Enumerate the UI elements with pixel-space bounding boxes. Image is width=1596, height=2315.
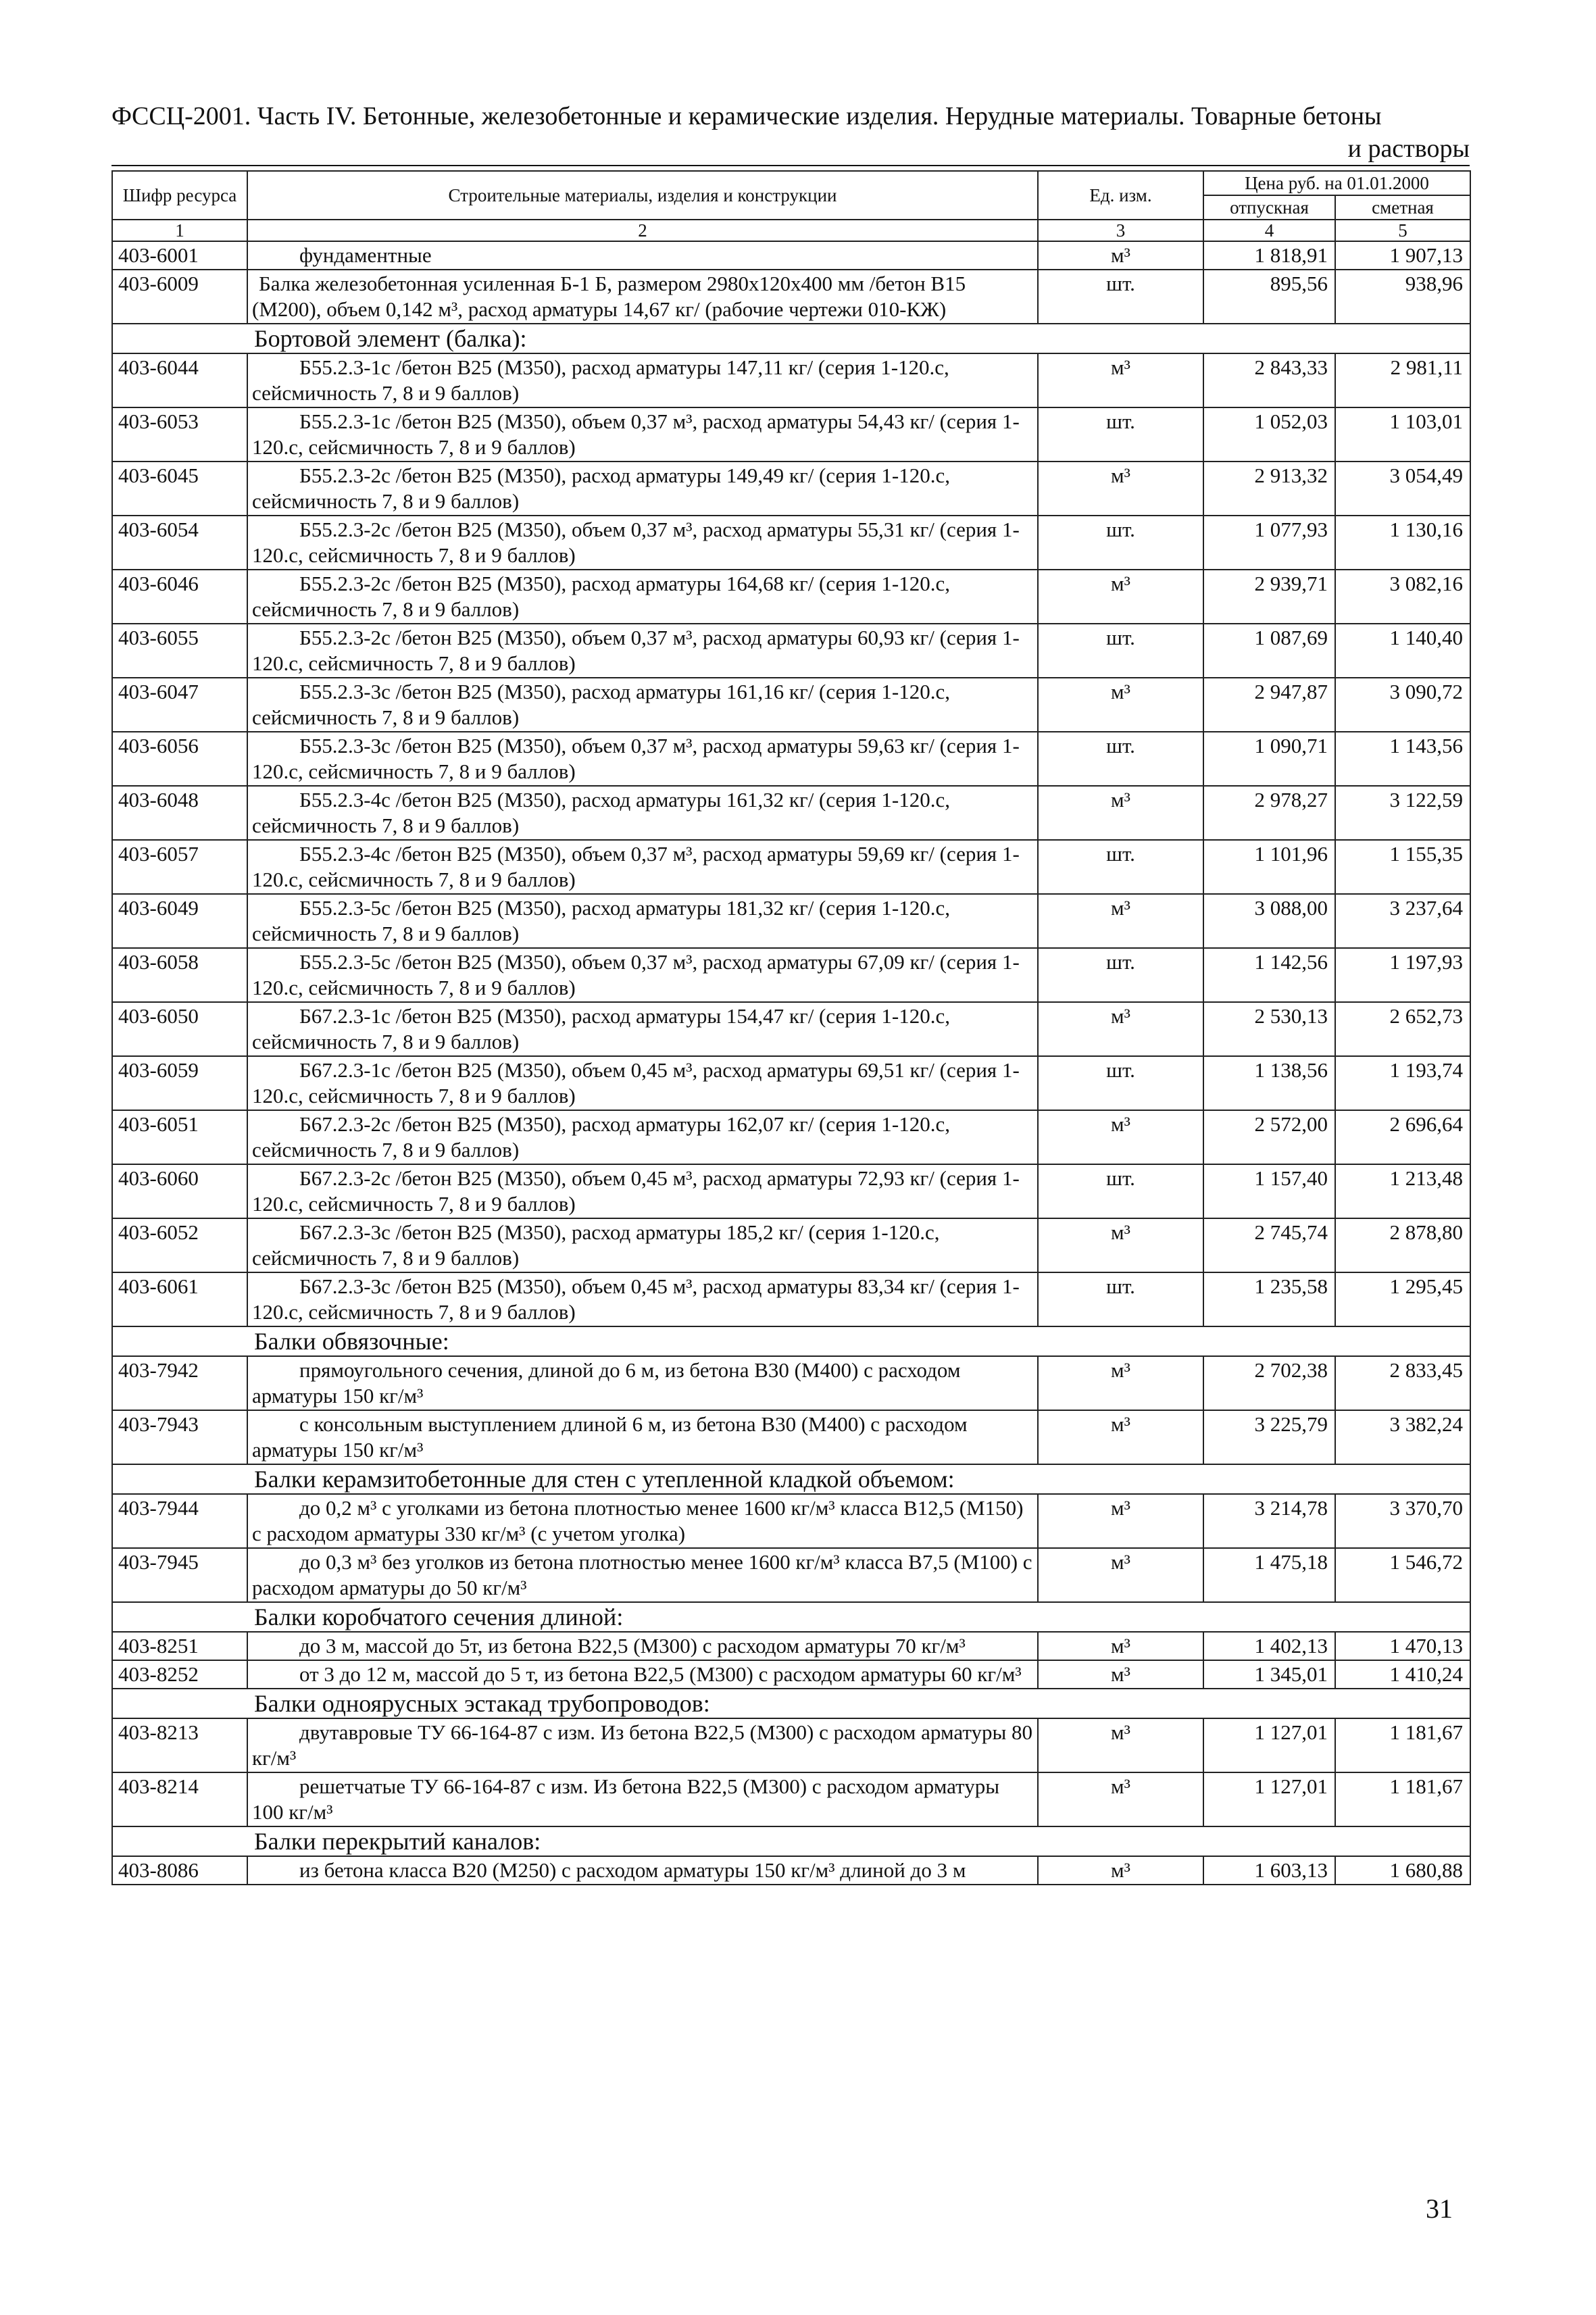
unit-of-measure: шт. [1038,840,1203,894]
unit-of-measure: м³ [1038,1410,1203,1464]
release-price: 1 402,13 [1203,1632,1335,1660]
resource-code: 403-8213 [112,1718,247,1772]
estimate-price: 2 696,64 [1335,1110,1470,1164]
unit-of-measure: м³ [1038,241,1203,270]
section-code-cell [112,324,247,353]
material-description: Б55.2.3-5с /бетон В25 (М350), объем 0,37 м³, расход арматуры 67,09 кг/ (серия 1-120.с, сейсмичность 7, 8 и 9 баллов) [247,948,1038,1002]
estimate-price: 1 181,67 [1335,1772,1470,1826]
page-header [111,100,1470,165]
table-row [112,1002,1470,1056]
unit-of-measure: м³ [1038,1494,1203,1548]
estimate-price: 1 103,01 [1335,407,1470,462]
estimate-price: 938,96 [1335,270,1470,324]
material-description: Б55.2.3-2с /бетон В25 (М350), объем 0,37 м³, расход арматуры 55,31 кг/ (серия 1-120.с, сейсмичность 7, 8 и 9 баллов) [247,516,1038,570]
resource-code: 403-6001 [112,241,247,270]
section-row [112,1464,1470,1494]
resource-code: 403-6051 [112,1110,247,1164]
estimate-price: 1 197,93 [1335,948,1470,1002]
column-number: 2 [247,220,1038,241]
estimate-price: 3 090,72 [1335,678,1470,732]
release-price: 1 090,71 [1203,732,1335,786]
section-row [112,1689,1470,1718]
column-number: 3 [1038,220,1203,241]
header-name: Строительные материалы, изделия и конструкции [247,171,1038,220]
estimate-price: 3 237,64 [1335,894,1470,948]
material-description: от 3 до 12 м, массой до 5 т, из бетона В22,5 (М300) с расходом арматуры 60 кг/м³ [247,1660,1038,1689]
header-estimate-price: сметная [1335,195,1470,220]
table-row [112,786,1470,840]
resource-code: 403-6053 [112,407,247,462]
section-end-cell [1335,1689,1470,1718]
estimate-price: 1 181,67 [1335,1718,1470,1772]
table-row [112,894,1470,948]
table-row [112,1632,1470,1660]
unit-of-measure: шт. [1038,1056,1203,1110]
resource-code: 403-6061 [112,1272,247,1326]
resource-code: 403-6049 [112,894,247,948]
release-price: 1 603,13 [1203,1856,1335,1885]
table-row [112,1218,1470,1272]
price-table [111,170,1471,1885]
unit-of-measure: шт. [1038,732,1203,786]
table-row [112,1718,1470,1772]
resource-code: 403-6046 [112,570,247,624]
unit-of-measure: шт. [1038,1164,1203,1218]
table-row [112,1548,1470,1602]
unit-of-measure: м³ [1038,1218,1203,1272]
table-row [112,1660,1470,1689]
release-price: 1 077,93 [1203,516,1335,570]
section-end-cell [1335,1326,1470,1356]
header-release-price: отпускная [1203,195,1335,220]
resource-code: 403-6044 [112,353,247,407]
estimate-price: 2 652,73 [1335,1002,1470,1056]
release-price: 1 142,56 [1203,948,1335,1002]
material-description: Б55.2.3-1с /бетон В25 (М350), объем 0,37 м³, расход арматуры 54,43 кг/ (серия 1-120.с, сейсмичность 7, 8 и 9 баллов) [247,407,1038,462]
section-title: Балки коробчатого сечения длиной: [247,1602,1335,1632]
material-description: Б55.2.3-5с /бетон В25 (М350), расход арматуры 181,32 кг/ (серия 1-120.с, сейсмичность 7, 8 и 9 баллов) [247,894,1038,948]
column-number: 4 [1203,220,1335,241]
section-code-cell [112,1326,247,1356]
release-price: 2 843,33 [1203,353,1335,407]
estimate-price: 2 878,80 [1335,1218,1470,1272]
estimate-price: 1 143,56 [1335,732,1470,786]
release-price: 1 127,01 [1203,1718,1335,1772]
unit-of-measure: шт. [1038,1272,1203,1326]
unit-of-measure: м³ [1038,1356,1203,1410]
table-row [112,678,1470,732]
material-description: Б55.2.3-3с /бетон В25 (М350), расход арматуры 161,16 кг/ (серия 1-120.с, сейсмичность 7, 8 и 9 баллов) [247,678,1038,732]
material-description: из бетона класса В20 (М250) с расходом арматуры 150 кг/м³ длиной до 3 м [247,1856,1038,1885]
header-price: Цена руб. на 01.01.2000 [1203,171,1470,195]
section-title: Балки одноярусных эстакад трубопроводов: [247,1689,1335,1718]
column-number: 5 [1335,220,1470,241]
section-end-cell [1335,1464,1470,1494]
table-row [112,840,1470,894]
resource-code: 403-6045 [112,462,247,516]
table-row [112,1056,1470,1110]
release-price: 895,56 [1203,270,1335,324]
estimate-price: 3 082,16 [1335,570,1470,624]
resource-code: 403-6009 [112,270,247,324]
estimate-price: 2 833,45 [1335,1356,1470,1410]
header-code: Шифр ресурса [112,171,247,220]
material-description: фундаментные [247,241,1038,270]
estimate-price: 1 470,13 [1335,1632,1470,1660]
unit-of-measure: м³ [1038,1856,1203,1885]
release-price: 2 530,13 [1203,1002,1335,1056]
section-code-cell [112,1826,247,1856]
unit-of-measure: шт. [1038,948,1203,1002]
release-price: 2 978,27 [1203,786,1335,840]
unit-of-measure: шт. [1038,624,1203,678]
unit-of-measure: м³ [1038,1632,1203,1660]
resource-code: 403-6059 [112,1056,247,1110]
unit-of-measure: м³ [1038,786,1203,840]
material-description: Б55.2.3-3с /бетон В25 (М350), объем 0,37 м³, расход арматуры 59,63 кг/ (серия 1-120.с, сейсмичность 7, 8 и 9 баллов) [247,732,1038,786]
release-price: 1 138,56 [1203,1056,1335,1110]
unit-of-measure: м³ [1038,1718,1203,1772]
resource-code: 403-8214 [112,1772,247,1826]
material-description: Б55.2.3-1с /бетон В25 (М350), расход арматуры 147,11 кг/ (серия 1-120.с, сейсмичность 7, 8 и 9 баллов) [247,353,1038,407]
unit-of-measure: м³ [1038,1548,1203,1602]
unit-of-measure: м³ [1038,678,1203,732]
release-price: 2 947,87 [1203,678,1335,732]
section-row [112,1826,1470,1856]
material-description: с консольным выступлением длиной 6 м, из бетона В30 (М400) с расходом арматуры 150 кг/м³ [247,1410,1038,1464]
table-row [112,1356,1470,1410]
release-price: 1 101,96 [1203,840,1335,894]
release-price: 1 157,40 [1203,1164,1335,1218]
table-row [112,1272,1470,1326]
resource-code: 403-6060 [112,1164,247,1218]
resource-code: 403-7942 [112,1356,247,1410]
unit-of-measure: м³ [1038,570,1203,624]
table-row [112,241,1470,270]
estimate-price: 3 382,24 [1335,1410,1470,1464]
release-price: 1 235,58 [1203,1272,1335,1326]
material-description: до 0,2 м³ с уголками из бетона плотностью менее 1600 кг/м³ класса В12,5 (М150) с расходом арматуры 330 кг/м³ (с учетом уголка) [247,1494,1038,1548]
table-row [112,1494,1470,1548]
resource-code: 403-7944 [112,1494,247,1548]
resource-code: 403-8252 [112,1660,247,1689]
unit-of-measure: м³ [1038,1660,1203,1689]
section-title: Балки перекрытий каналов: [247,1826,1335,1856]
release-price: 3 214,78 [1203,1494,1335,1548]
material-description: до 3 м, массой до 5т, из бетона В22,5 (М300) с расходом арматуры 70 кг/м³ [247,1632,1038,1660]
table-row [112,353,1470,407]
unit-of-measure: м³ [1038,1110,1203,1164]
material-description: Балка железобетонная усиленная Б-1 Б, размером 2980x120x400 мм /бетон В15 (М200), объем 0,142 м³, расход арматуры 14,67 кг/ (рабочие чертежи 010-КЖ) [247,270,1038,324]
section-code-cell [112,1464,247,1494]
material-description: Б67.2.3-3с /бетон В25 (М350), объем 0,45 м³, расход арматуры 83,34 кг/ (серия 1-120.с, сейсмичность 7, 8 и 9 баллов) [247,1272,1038,1326]
unit-of-measure: м³ [1038,894,1203,948]
release-price: 1 818,91 [1203,241,1335,270]
section-end-cell [1335,324,1470,353]
header-rule [111,165,1470,166]
section-title: Балки керамзитобетонные для стен с утепленной кладкой объемом: [247,1464,1335,1494]
table-row [112,948,1470,1002]
estimate-price: 1 130,16 [1335,516,1470,570]
section-row [112,1602,1470,1632]
material-description: Б67.2.3-1с /бетон В25 (М350), расход арматуры 154,47 кг/ (серия 1-120.с, сейсмичность 7, 8 и 9 баллов) [247,1002,1038,1056]
section-end-cell [1335,1826,1470,1856]
release-price: 1 345,01 [1203,1660,1335,1689]
table-row [112,516,1470,570]
estimate-price: 2 981,11 [1335,353,1470,407]
header-unit: Ед. изм. [1038,171,1203,220]
release-price: 1 087,69 [1203,624,1335,678]
table-row [112,462,1470,516]
table-row [112,407,1470,462]
release-price: 3 225,79 [1203,1410,1335,1464]
column-number: 1 [112,220,247,241]
unit-of-measure: м³ [1038,1772,1203,1826]
release-price: 1 052,03 [1203,407,1335,462]
material-description: двутавровые ТУ 66-164-87 с изм. Из бетона В22,5 (М300) с расходом арматуры 80 кг/м³ [247,1718,1038,1772]
resource-code: 403-6058 [112,948,247,1002]
resource-code: 403-6054 [112,516,247,570]
material-description: Б67.2.3-1с /бетон В25 (М350), объем 0,45 м³, расход арматуры 69,51 кг/ (серия 1-120.с, сейсмичность 7, 8 и 9 баллов) [247,1056,1038,1110]
unit-of-measure: шт. [1038,516,1203,570]
material-description: прямоугольного сечения, длиной до 6 м, из бетона В30 (М400) с расходом арматуры 150 кг/м³ [247,1356,1038,1410]
material-description: Б55.2.3-4с /бетон В25 (М350), объем 0,37 м³, расход арматуры 59,69 кг/ (серия 1-120.с, сейсмичность 7, 8 и 9 баллов) [247,840,1038,894]
release-price: 2 572,00 [1203,1110,1335,1164]
estimate-price: 1 155,35 [1335,840,1470,894]
estimate-price: 1 410,24 [1335,1660,1470,1689]
material-description: Б55.2.3-2с /бетон В25 (М350), объем 0,37 м³, расход арматуры 60,93 кг/ (серия 1-120.с, сейсмичность 7, 8 и 9 баллов) [247,624,1038,678]
page-number: 31 [1426,2193,1453,2224]
material-description: Б55.2.3-2с /бетон В25 (М350), расход арматуры 149,49 кг/ (серия 1-120.с, сейсмичность 7, 8 и 9 баллов) [247,462,1038,516]
estimate-price: 1 680,88 [1335,1856,1470,1885]
estimate-price: 3 370,70 [1335,1494,1470,1548]
resource-code: 403-6056 [112,732,247,786]
material-description: до 0,3 м³ без уголков из бетона плотностью менее 1600 кг/м³ класса В7,5 (М100) с расходом арматуры до 50 кг/м³ [247,1548,1038,1602]
material-description: Б67.2.3-2с /бетон В25 (М350), расход арматуры 162,07 кг/ (серия 1-120.с, сейсмичность 7, 8 и 9 баллов) [247,1110,1038,1164]
release-price: 3 088,00 [1203,894,1335,948]
section-end-cell [1335,1602,1470,1632]
unit-of-measure: шт. [1038,270,1203,324]
material-description: решетчатые ТУ 66-164-87 с изм. Из бетона В22,5 (М300) с расходом арматуры 100 кг/м³ [247,1772,1038,1826]
table-row [112,1110,1470,1164]
resource-code: 403-7943 [112,1410,247,1464]
section-row [112,324,1470,353]
release-price: 2 939,71 [1203,570,1335,624]
resource-code: 403-6050 [112,1002,247,1056]
section-title: Балки обвязочные: [247,1326,1335,1356]
resource-code: 403-6057 [112,840,247,894]
resource-code: 403-6048 [112,786,247,840]
release-price: 2 745,74 [1203,1218,1335,1272]
release-price: 1 127,01 [1203,1772,1335,1826]
material-description: Б67.2.3-3с /бетон В25 (М350), расход арматуры 185,2 кг/ (серия 1-120.с, сейсмичность 7, 8 и 9 баллов) [247,1218,1038,1272]
header-line-1: ФССЦ-2001. Часть IV. Бетонные, железобетонные и керамические изделия. Нерудные материалы. Товарные бетоны [111,102,1382,130]
resource-code: 403-7945 [112,1548,247,1602]
release-price: 1 475,18 [1203,1548,1335,1602]
estimate-price: 1 907,13 [1335,241,1470,270]
resource-code: 403-6047 [112,678,247,732]
section-code-cell [112,1602,247,1632]
resource-code: 403-6052 [112,1218,247,1272]
estimate-price: 1 295,45 [1335,1272,1470,1326]
section-title: Бортовой элемент (балка): [247,324,1335,353]
table-row [112,1410,1470,1464]
unit-of-measure: м³ [1038,353,1203,407]
release-price: 2 702,38 [1203,1356,1335,1410]
estimate-price: 1 193,74 [1335,1056,1470,1110]
table-row [112,270,1470,324]
header-line-2: и растворы [1347,134,1470,163]
estimate-price: 1 140,40 [1335,624,1470,678]
table-row [112,732,1470,786]
table-row [112,570,1470,624]
table-row [112,624,1470,678]
unit-of-measure: м³ [1038,462,1203,516]
resource-code: 403-8086 [112,1856,247,1885]
estimate-price: 3 122,59 [1335,786,1470,840]
unit-of-measure: шт. [1038,407,1203,462]
table-row [112,1772,1470,1826]
estimate-price: 1 546,72 [1335,1548,1470,1602]
resource-code: 403-8251 [112,1632,247,1660]
column-number-row [112,220,1470,241]
estimate-price: 1 213,48 [1335,1164,1470,1218]
resource-code: 403-6055 [112,624,247,678]
section-row [112,1326,1470,1356]
section-code-cell [112,1689,247,1718]
material-description: Б55.2.3-2с /бетон В25 (М350), расход арматуры 164,68 кг/ (серия 1-120.с, сейсмичность 7, 8 и 9 баллов) [247,570,1038,624]
material-description: Б55.2.3-4с /бетон В25 (М350), расход арматуры 161,32 кг/ (серия 1-120.с, сейсмичность 7, 8 и 9 баллов) [247,786,1038,840]
table-row [112,1856,1470,1885]
table-row [112,1164,1470,1218]
unit-of-measure: м³ [1038,1002,1203,1056]
material-description: Б67.2.3-2с /бетон В25 (М350), объем 0,45 м³, расход арматуры 72,93 кг/ (серия 1-120.с, сейсмичность 7, 8 и 9 баллов) [247,1164,1038,1218]
estimate-price: 3 054,49 [1335,462,1470,516]
release-price: 2 913,32 [1203,462,1335,516]
